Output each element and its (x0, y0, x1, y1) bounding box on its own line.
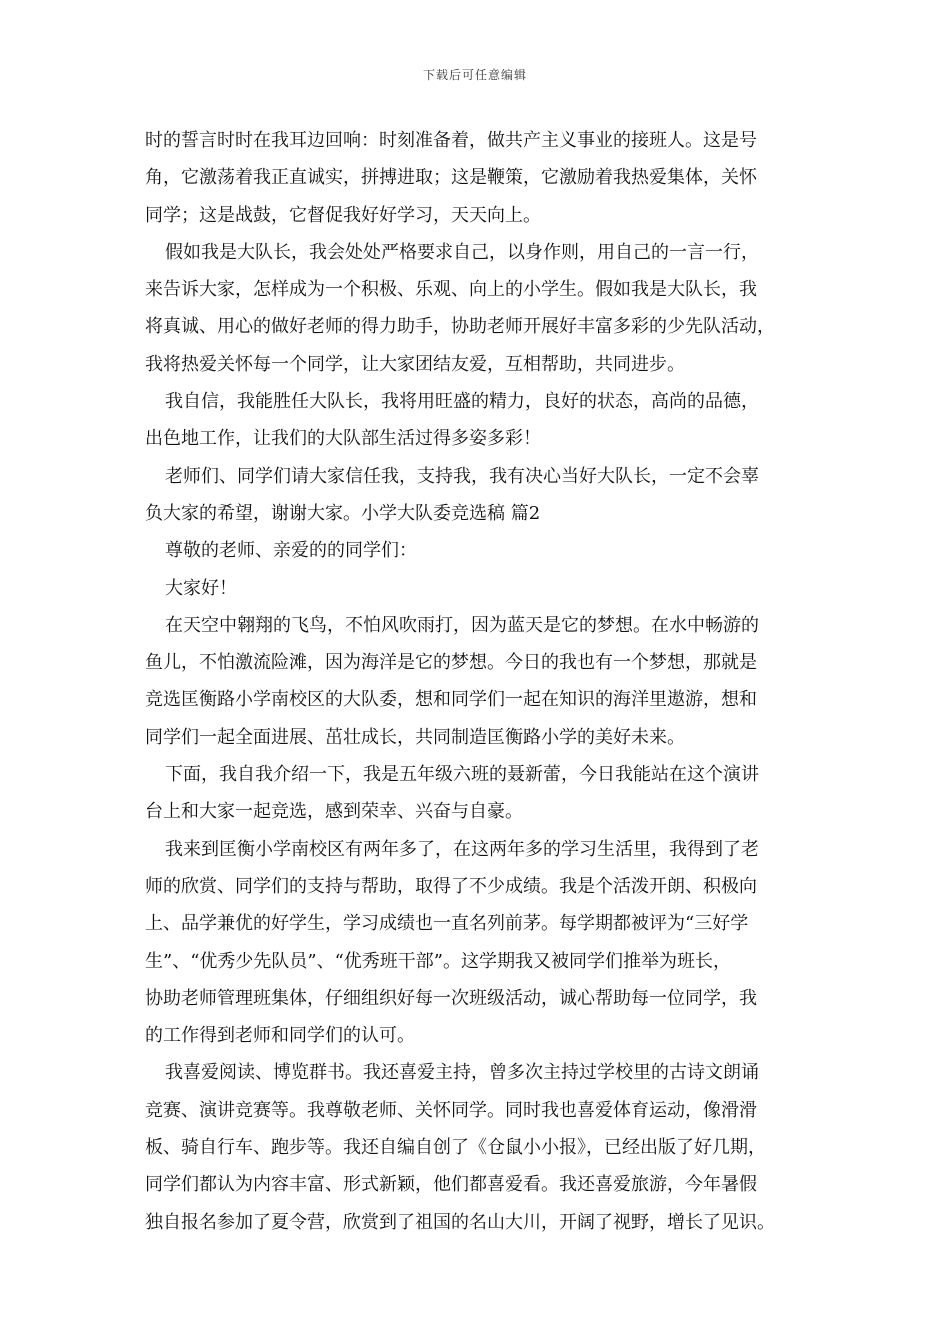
text-line: 我来到匡衡小学南校区有两年多了，在这两年多的学习生活里，我得到了老 (165, 838, 759, 860)
text-line: 我喜爱阅读、博览群书。我还喜爱主持，曾多次主持过学校里的古诗文朗诵 (165, 1062, 759, 1084)
text-line: 老师们、同学们请大家信任我，支持我，我有决心当好大队长，一定不会辜 (165, 465, 759, 487)
text-line: 鱼儿，不怕激流险滩，因为海洋是它的梦想。今日的我也有一个梦想，那就是 (145, 652, 757, 674)
text-line: 大家好！ (165, 577, 237, 599)
document-body (145, 122, 821, 1241)
text-line: 协助老师管理班集体，仔细组织好每一次班级活动，诚心帮助每一位同学，我 (145, 987, 757, 1009)
text-line: 师的欣赏、同学们的支持与帮助，取得了不少成绩。我是个活泼开朗、积极向 (145, 875, 757, 897)
text-line: 尊敬的老师、亲爱的的同学们： (165, 540, 417, 562)
text-line: 同学们一起全面进展、茁壮成长，共同制造匡衡路小学的美好未来。 (145, 726, 685, 748)
text-line: 来告诉大家，怎样成为一个积极、乐观、向上的小学生。假如我是大队长，我 (145, 279, 757, 301)
text-line: 下面，我自我介绍一下，我是五年级六班的聂新蕾，今日我能站在这个演讲 (165, 764, 759, 786)
text-line: 我将热爱关怀每一个同学，让大家团结友爱，互相帮助，共同进步。 (145, 353, 685, 375)
text-line: 负大家的希望，谢谢大家。小学大队委竞选稿 篇2 (145, 502, 541, 524)
text-line: 同学；这是战鼓，它督促我好好学习，天天向上。 (145, 204, 541, 226)
text-line: 台上和大家一起竞选，感到荣幸、兴奋与自豪。 (145, 801, 523, 823)
text-line: 出色地工作，让我们的大队部生活过得多姿多彩！ (145, 428, 541, 450)
text-line: 竞选匡衡路小学南校区的大队委，想和同学们一起在知识的海洋里遨游，想和 (145, 689, 757, 711)
text-line: 将真诚、用心的做好老师的得力助手，协助老师开展好丰富多彩的少先队活动， (145, 316, 775, 338)
text-line: 角，它激荡着我正直诚实，拼搏进取；这是鞭策，它激励着我热爱集体，关怀 (145, 167, 757, 189)
text-line: 在天空中翱翔的飞鸟，不怕风吹雨打，因为蓝天是它的梦想。在水中畅游的 (165, 614, 759, 636)
text-line: 同学们都认为内容丰富、形式新颖，他们都喜爱看。我还喜爱旅游，今年暑假 (145, 1174, 757, 1196)
text-line: 生”、“优秀少先队员”、“优秀班干部”。这学期我又被同学们推举为班长， (145, 950, 732, 972)
text-line: 我自信，我能胜任大队长，我将用旺盛的精力，良好的状态，高尚的品德， (165, 391, 759, 413)
page-header: 下载后可任意编辑 (422, 68, 527, 82)
text-line: 的工作得到老师和同学们的认可。 (145, 1025, 415, 1047)
text-line: 上、品学兼优的好学生，学习成绩也一直名列前茅。每学期都被评为“三好学 (145, 913, 749, 935)
text-line: 竞赛、演讲竞赛等。我尊敬老师、关怀同学。同时我也喜爱体育运动，像滑滑 (145, 1099, 757, 1121)
text-line: 板、骑自行车、跑步等。我还自编自创了《仓鼠小小报》，已经出版了好几期， (145, 1137, 766, 1159)
text-line: 假如我是大队长，我会处处严格要求自己，以身作则，用自己的一言一行， (165, 241, 759, 263)
text-line: 独自报名参加了夏令营，欣赏到了祖国的名山大川，开阔了视野，增长了见识。 (145, 1211, 775, 1233)
text-line: 时的誓言时时在我耳边回响：时刻准备着，做共产主义事业的接班人。这是号 (145, 130, 757, 151)
